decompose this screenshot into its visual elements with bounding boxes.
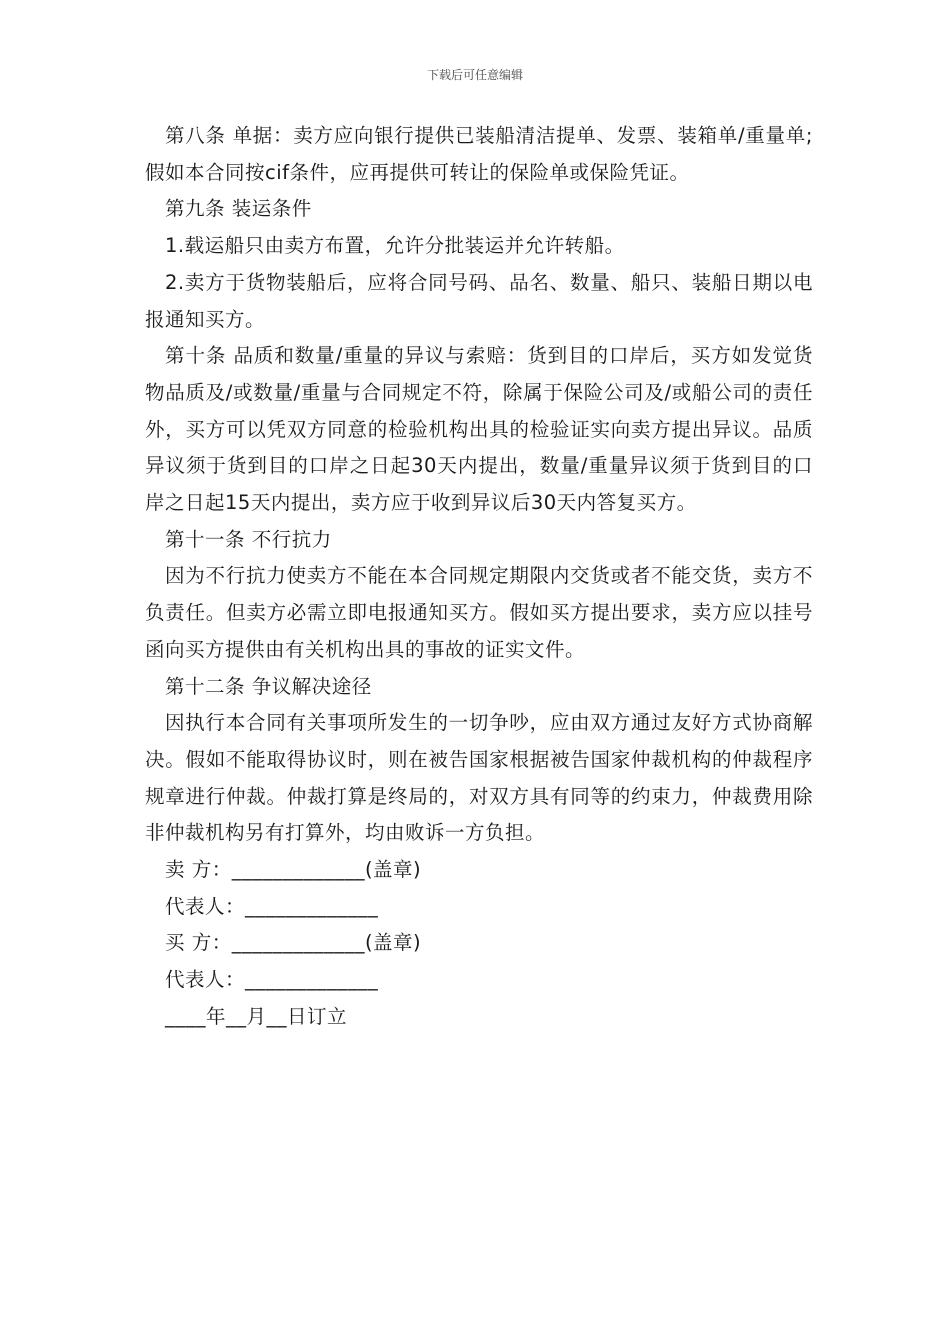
document-body (145, 118, 813, 1036)
seller-signature-line: 卖 方：_____________(盖章) (165, 858, 422, 882)
date-line: ____年__月__日订立 (165, 1004, 348, 1028)
article-12-heading: 第十二条 争议解决途径 (165, 674, 372, 698)
article-11-body: 因为不行抗力使卖方不能在本合同规定期限内交货或者不能交货，卖方不负责任。但卖方必需立即电报通知买方。假如买方提出要求，卖方应以挂号函向买方提供由有关机构出具的事故的证实文件。 (145, 564, 813, 661)
page-header: 下载后可任意编辑 (426, 68, 523, 82)
article-9-item-1: 1.载运船只由卖方布置，允许分批装运并允许转船。 (165, 234, 625, 258)
article-11-heading: 第十一条 不行抗力 (165, 527, 332, 551)
article-9-item-2: 2.卖方于货物装船后，应将合同号码、品名、数量、船只、装船日期以电报通知买方。 (145, 270, 813, 331)
buyer-representative-line: 代表人：_____________ (165, 968, 379, 992)
article-12-body: 因执行本合同有关事项所发生的一切争吵，应由双方通过友好方式协商解决。假如不能取得协议时，则在被告国家根据被告国家仲裁机构的仲裁程序规章进行仲裁。仲裁打算是终局的，对双方具有同等的约束力，仲裁费用除非仲裁机构另有打算外，均由败诉一方负担。 (145, 711, 813, 845)
article-10-claims: 第十条 品质和数量/重量的异议与索赔：货到目的口岸后，买方如发觉货物品质及/或数量/重量与合同规定不符，除属于保险公司及/或船公司的责任外，买方可以凭双方同意的检验机构出具的检验证实向卖方提出异议。品质异议须于货到目的口岸之日起30天内提出，数量/重量异议须于货到目的口岸之日起15天内提出，卖方应于收到异议后30天内答复买方。 (145, 344, 813, 515)
seller-representative-line: 代表人：_____________ (165, 894, 379, 918)
article-9-heading: 第九条 装运条件 (165, 197, 312, 221)
article-8-documents: 第八条 单据：卖方应向银行提供已装船清洁提单、发票、装箱单/重量单;假如本合同按cif条件，应再提供可转让的保险单或保险凭证。 (145, 124, 813, 184)
buyer-signature-line: 买 方：_____________(盖章) (165, 931, 422, 955)
